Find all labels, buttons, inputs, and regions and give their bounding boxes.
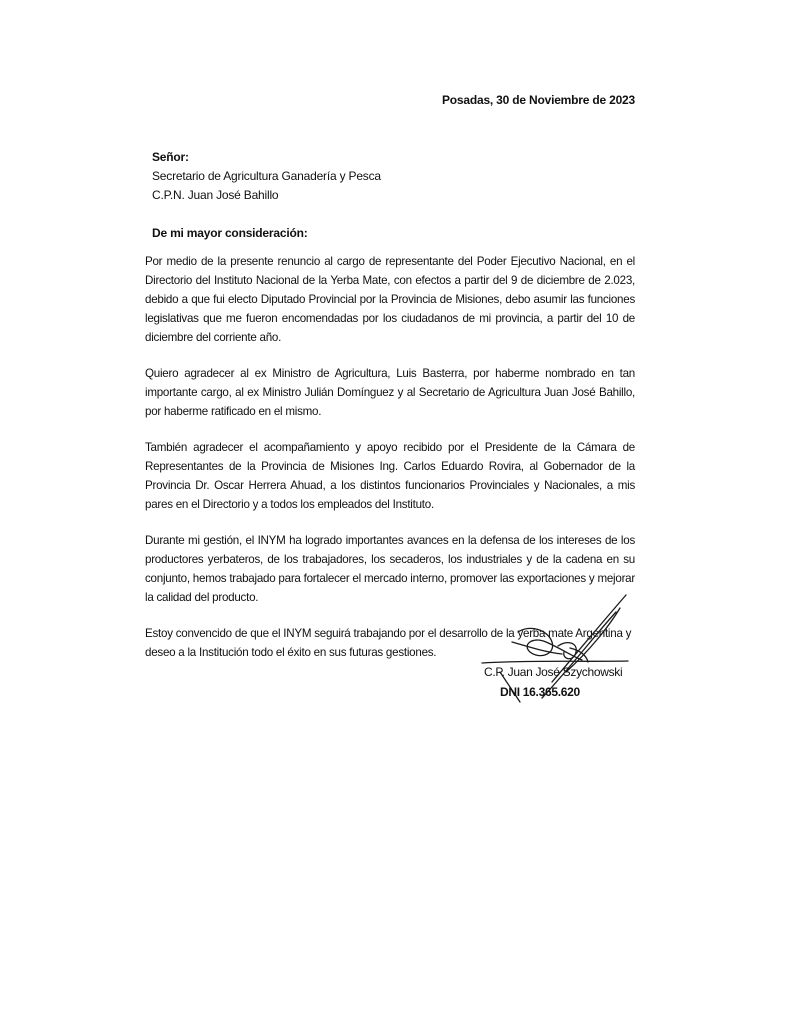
paragraph-thanks-ministers: Quiero agradecer al ex Ministro de Agricultura, Luis Basterra, por haberme nombrado en tan importante cargo, al ex Ministro Julián Domínguez y al Secretario de Agricultura Juan José Bahillo, por haberme ratificado en el mismo. [145,367,635,418]
addressee-position: Secretario de Agricultura Ganadería y Pesca [152,169,381,183]
signature-name: C.P. Juan José Szychowski [484,665,623,679]
greeting: De mi mayor consideración: [152,226,308,240]
addressee-name: C.P.N. Juan José Bahillo [152,188,279,202]
paragraph-achievements: Durante mi gestión, el INYM ha logrado importantes avances en la defensa de los intereses de los productores yerbateros, de los trabajadores, los secaderos, los industriales y de la cadena en su conjunto, hemos trabajado para fortalecer el mercado interno, promover las exportaciones y mejorar la calidad del producto. [145,534,635,604]
paragraph-resignation: Por medio de la presente renuncio al cargo de representante del Poder Ejecutivo Nacional, en el Directorio del Instituto Nacional de la Yerba Mate, con efectos a partir del 9 de diciembre de 2.023, debido a que fui electo Diputado Provincial por la Provincia de Misiones, debo asumir las funciones legislativas que me fueron encomendadas por los ciudadanos de mi provincia, a partir del 10 de diciembre del corriente año. [145,255,635,344]
letter-date: Posadas, 30 de Noviembre de 2023 [441,93,635,107]
paragraph-closing: Estoy convencido de que el INYM seguirá trabajando por el desarrollo de la yerba mate Argentina y deseo a la Institución todo el éxito en sus futuras gestiones. [145,627,632,659]
addressee-block [152,148,381,205]
signature-dni: DNI 16.365.620 [500,685,580,699]
addressee-title: Señor: [152,150,189,164]
signature-block [470,590,650,710]
paragraph-thanks-officials: También agradecer el acompañamiento y apoyo recibido por el Presidente de la Cámara de Representantes de la Provincia de Misiones Ing. Carlos Eduardo Rovira, al Gobernador de la Provincia Dr. Oscar Herrera Ahuad, a los distintos funcionarios Provinciales y Nacionales, a mis pares en el Directorio y a todos los empleados del Instituto. [145,441,635,511]
